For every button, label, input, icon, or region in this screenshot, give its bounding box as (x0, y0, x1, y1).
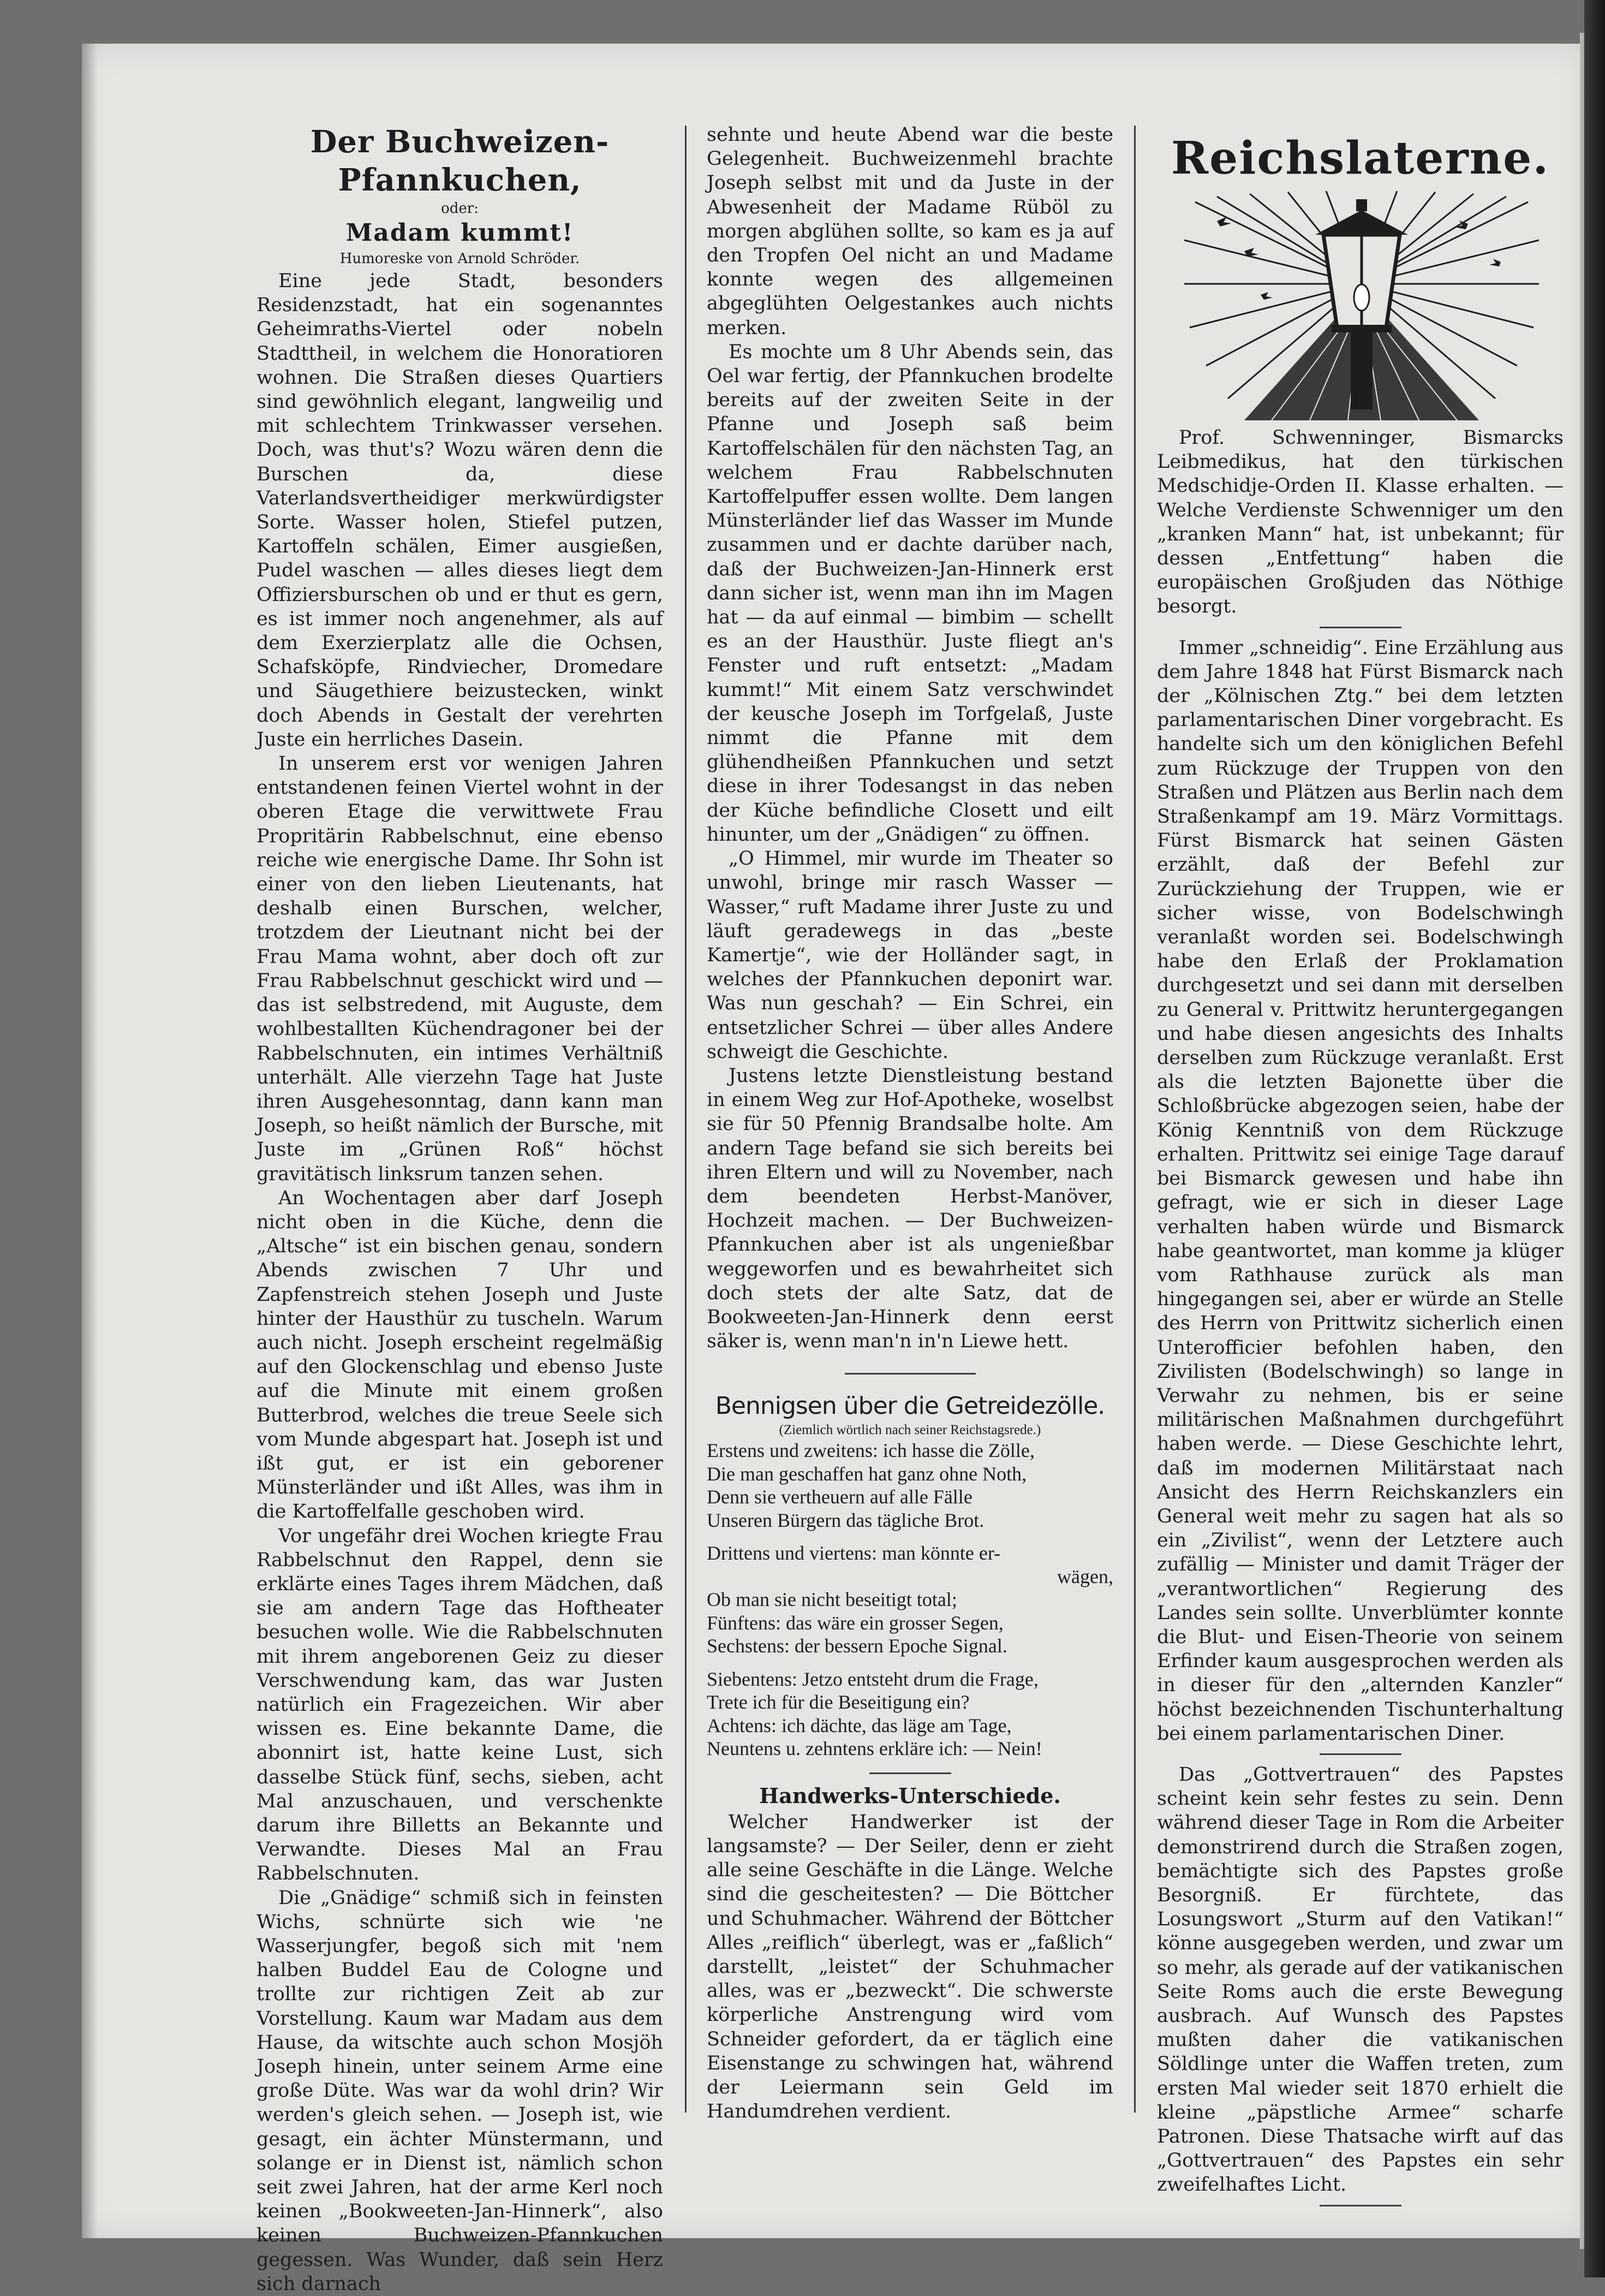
poem-line: Achtens: ich dächte, das läge am Tage, (707, 1714, 1012, 1736)
poem-line: wägen, (1057, 1565, 1113, 1587)
story-paragraph: Die „Gnädige“ schmiß sich in feinsten Wichs, schnürte sich wie 'ne Wasserjungfer, begoß sich mit 'nem halben Buddel Eau de Cologne und trollte zur richtigen Zeit ab zur Vorstellung. Kaum war Madam aus dem Hause, da witschte auch schon Mosjöh Joseph hinein, unter seinem Arme eine große Düte. Was war da wohl drin? Wir werden's gleich sehen. — Joseph ist, wie gesagt, ein ächter Münstermann, und solange er in Dienst ist, nämlich schon seit zwei Jahren, hat der arme Kerl noch keinen „Bookweeten-Jan-Hinnerk“, also keinen Buchweizen-Pfannkuchen gegessen. Was Wunder, daß sein Herz sich darnach (256, 1887, 663, 2295)
poem-line: Unseren Bürgern das tägliche Brot. (707, 1509, 985, 1531)
poem-subtitle: (Ziemlich wörtlich nach seiner Reichstagsrede.) (779, 1423, 1041, 1438)
item-divider (1320, 627, 1401, 628)
item-divider (1320, 2205, 1401, 2206)
poem-line: Fünftens: das wäre ein grosser Segen, (707, 1611, 1004, 1634)
story-paragraph: Es mochte um 8 Uhr Abends sein, das Oel war fertig, der Pfannkuchen brodelte bereits auf der zweiten Seite in der Pfanne und Joseph saß beim Kartoffelschälen für den nächsten Tag, an welchem Frau Rabbelschnuten Kartoffelpuffer essen wollte. Dem langen Münsterländer lief das Wasser im Munde zusammen und er dachte darüber nach, daß der Buchweizen-Jan-Hinnerk erst dann sicher ist, wenn man ihn im Magen hat — da auf einmal — bimbim — schellt es an der Hausthür. Juste fliegt an's Fenster und ruft entsetzt: „Madam kummt!“ Mit einem Satz verschwindet der keusche Joseph im Torfgelaß, Juste nimmt die Pfanne mit dem glühendheißen Pfannkuchen und setzt diese in ihrer Todesangst in das neben der Küche befindliche Closett und eilt hinunter, um der „Gnädigen“ zu öffnen. (707, 341, 1113, 846)
section-masthead-title: Reichslaterne. (1171, 132, 1550, 185)
poem-title: Bennigsen über die Getreidezölle. (715, 1392, 1105, 1420)
trades-text: Welcher Handwerker ist der langsamste? — Der Seiler, denn er zieht alle seine Geschäfte in die Länge. Welche sind die gescheitesten? — Die Böttcher und Schuhmacher. Während der Böttcher Alles „reiflich“ überlegt, was er „faßlich“ darstellt, „leistet“ der Schuhmacher alles, was er „bezweckt“. Die schwerste körperliche Anstrengung wird vom Schneider gefordert, da er täglich eine Eisenstange zu schwingen hat, während der Leiermann sein Geld im Handumdrehen verdient. (707, 1811, 1113, 2123)
story-title: Der Buchweizen-Pfannkuchen, (310, 124, 610, 198)
column-rule-2 (1134, 126, 1136, 2113)
column-1 (256, 123, 663, 2296)
poem-line: Denn sie vertheuern auf alle Fälle (707, 1486, 972, 1508)
section-divider (845, 1373, 976, 1375)
poem-line: Trete ich für die Beseitigung ein? (707, 1691, 970, 1714)
poem-line: Erstens und zweitens: ich hasse die Zölle, (707, 1440, 1035, 1462)
column-3 (1157, 426, 1564, 2214)
poem-line: Ob man sie nicht beseitigt total; (707, 1589, 957, 1611)
news-item: Das „Gottvertrauen“ des Papstes scheint kein sehr festes zu sein. Denn während dieser Tage in Rom die Arbeiter demonstrirend durch die Straßen zogen, bemächtigte sich des Papstes große Besorgniß. Er fürchtete, das Losungswort „Sturm auf den Vatikan!“ könne ausgegeben werden, und zwar um so mehr, als gerade auf der vatikanischen Seite Roms auch die erste Bewegung ausbrach. Auf Wunsch des Papstes mußten daher die vatikanischen Söldlinge unter die Waffen treten, zum ersten Mal wieder seit 1870 erhielt die kleine „päpstliche Armee“ scharfe Patronen. Diese Thatsache wirft auf das „Gottvertrauen“ des Papstes ein sehr zweifelhaftes Licht. (1157, 1763, 1564, 2196)
story-paragraph: In unserem erst vor wenigen Jahren entstandenen feinen Viertel wohnt in der oberen Etage die verwittwete Frau Propritärin Rabbelschnut, eine ebenso reiche wie energische Dame. Ihr Sohn ist einer von den lieben Lieutenants, hat deshalb einen Burschen, welcher, trotzdem der Lieutnant nicht bei der Frau Mama wohnt, aber doch oft zur Frau Rabbelschnut geschickt wird und — das ist selbstredend, mit Auguste, dem wohlbestallten Küchendragoner bei der Rabbelschnuten, ein intimes Verhältniß unterhält. Alle vierzehn Tage hat Juste ihren Ausgehesonntag, dann kann man Joseph, so heißt nämlich der Bursche, mit Juste im „Grünen Roß“ höchst gravitätisch linksrum tanzen sehen. (256, 753, 663, 1185)
story-paragraph: sehnte und heute Abend war die beste Gelegenheit. Buchweizenmehl brachte Joseph selbst mit und da Juste in der Abwesenheit der Madame Rüböl zu morgen abglühen sollte, so kam es ja auf den Tropfen Oel nicht an und Madame konnte wegen des allgemeinen abgeglühten Oelgestankes auch nichts merken. (707, 124, 1113, 339)
item-divider (1320, 1753, 1401, 1755)
scan-right-border (1584, 0, 1605, 2277)
story-paragraph: Justens letzte Dienstleistung bestand in einem Weg zur Hof-Apotheke, woselbst sie für 50 Pfennig Brandsalbe holte. Am andern Tage befand sie sich bereits bei ihren Eltern und will zu November, nach dem beendeten Herbst-Manöver, Hochzeit machen. — Der Buchweizen-Pfannkuchen aber ist als ungenießbar weggeworfen und es bewahrheitet sich doch stets der alte Satz, dat de Bookweeten-Jan-Hinnerk denn eerst säker is, wenn man'n in'n Liewe hett. (707, 1064, 1113, 1353)
poem-line: Sechstens: der bessern Epoche Signal. (707, 1635, 1007, 1657)
story-paragraph: Vor ungefähr drei Wochen kriegte Frau Rabbelschnut den Rappel, denn sie erklärte eines Tages ihrem Mädchen, daß sie am andern Tage das Hoftheater besuchen wolle. Wie die Rabbelschnuten mit ihrem angeborenen Geiz zu dieser Verschwendung kam, das war Justen natürlich ein Fragezeichen. Wir aber wissen es. Eine bekannte Dame, die abonnirt ist, hatte keine Lust, sich dasselbe Stück fünf, sechs, sieben, acht Mal anzuschauen, und verschenkte darum ihre Billetts an Bekannte und Verwandte. Dieses Mal an Frau Rabbelschnuten. (256, 1525, 663, 1885)
poem-line: Drittens und viertens: man könnte er- (707, 1542, 1001, 1565)
news-item: Immer „schneidig“. Eine Erzählung aus dem Jahre 1848 hat Fürst Bismarck nach der „Kölnischen Ztg.“ bei dem letzten parlamentarischen Diner vorgebracht. Es handelte sich um den königlichen Befehl zum Rückzuge der Truppen von den Straßen und Plätzen aus Berlin nach dem Straßenkampf am 19. März Vormittags. Fürst Bismarck hat seinen Gästen erzählt, daß der Befehl zur Zurückziehung der Truppen, wie er sicher wisse, von Bodelschwingh veranlaßt worden sei. Bodelschwingh habe den Erlaß der Proklamation durchgesetzt und sei dann mit derselben zu General v. Prittwitz heruntergegangen und habe diesen angesichts des Inhalts derselben zum Rückzuge veranlaßt. Erst als die letzten Bajonette über die Schloßbrücke abgezogen seien, habe der König Kenntniß von dem Rückzuge erhalten. Prittwitz sei einige Tage darauf bei Bismarck gewesen und habe ihn gefragt, wie er sich in dieser Lage verhalten haben würde und Bismarck habe geantwortet, man komme ja klüger vom Rathhause zurück als man hingegangen sei, aber er würde an Stelle des Herrn von Prittwitz sicherlich einen Unterofficier befohlen haben, den Zivilisten (Bodelschwingh) so lange in Verwahr zu nehmen, bis er seine militärischen Maßnahmen durchgeführt haben werde. — Diese Geschichte lehrt, daß im modernen Militärstaat nach Ansicht des Herrn Reichskanzlers ein General weit mehr zu sagen hat als so ein „Zivilist“, wenn der Letztere auch zufällig — Minister und damit Träger der „verantwortlichen“ Regierung des Landes sein sollte. Unverblümter konnte die Blut- und Eisen-Theorie von seinem Erfinder kaum ausgesprochen werden als in dieser für den „alternden Kanzler“ höchst bezeichnenden Tischunterhaltung bei einem parlamentarischen Diner. (1157, 637, 1564, 1745)
story-byline: Humoreske von Arnold Schröder. (339, 251, 580, 267)
trades-title: Handwerks-Unterschiede. (759, 1783, 1061, 1808)
story-paragraph: An Wochentagen aber darf Joseph nicht oben in die Küche, denn die „Altsche“ ist ein bischen genau, sondern Abends zwischen 7 Uhr und Zapfenstreich stehen Joseph und Juste hinter der Hausthür zu tuscheln. Warum auch nicht. Joseph erscheint regelmäßig auf den Glockenschlag und ebenso Juste auf die Minute mit einem großen Butterbrod, welches die treue Seele sich vom Munde abgespart hat. Joseph ist und ißt gut, er ist ein geborener Münsterländer und ißt Alles, was ihm in die Kartoffelfalle geschoben wird. (256, 1187, 663, 1523)
lantern-emblem (1184, 191, 1539, 420)
poem-line: Siebentens: Jetzo entsteht drum die Frage, (707, 1668, 1039, 1690)
column-rule-1 (685, 126, 687, 2113)
story-subtitle: Madam kummt! (345, 219, 574, 247)
poem-line: Neuntens u. zehntens erkläre ich: — Nein! (707, 1738, 1042, 1760)
column-2 (707, 123, 1113, 2124)
poem (707, 1439, 1113, 1760)
story-paragraph: Eine jede Stadt, besonders Residenzstadt, hat ein sogenanntes Geheimraths-Viertel oder nobeln Stadttheil, in welchem die Honoratioren wohnen. Die Straßen dieses Quartiers sind gewöhnlich elegant, langweilig und mit schlechtem Trinkwasser versehen. Doch, was thut's? Wozu wären denn die Burschen da, diese Vaterlandsvertheidiger merkwürdigster Sorte. Wasser holen, Stiefel putzen, Kartoffeln schälen, Eimer ausgießen, Pudel waschen — alles dieses liegt dem Offiziersburschen ob und er thut es gern, es ist immer noch angenehmer, als auf dem Exerzierplatz alle die Ochsen, Schafsköpfe, Rindviecher, Dromedare und Säugethiere beizustecken, winkt doch Abends in Gestalt der verehrten Juste ein herrliches Dasein. (256, 270, 663, 751)
story-paragraph: „O Himmel, mir wurde im Theater so unwohl, bringe mir rasch Wasser — Wasser,“ ruft Madame ihrer Juste zu und läuft geradewegs in das „beste Kamertje“, wie der Holländer sagt, in welches der Pfannkuchen deponirt war. Was nun geschah? — Ein Schrei, ein entsetzlicher Schrei — über alles Andere schweigt die Geschichte. (707, 848, 1113, 1063)
section-divider (869, 1772, 951, 1774)
page-gutter-shadow (82, 44, 97, 2238)
poem-line: Die man geschaffen hat ganz ohne Noth, (707, 1462, 1027, 1485)
news-item: Prof. Schwenninger, Bismarcks Leibmedikus, hat den türkischen Medschidje-Orden II. Klasse erhalten. — Welche Verdienste Schwenniger um den „kranken Mann“ hat, ist unbekannt; für dessen „Entfettung“ haben die europäischen Großjuden das Nöthige besorgt. (1157, 427, 1564, 618)
story-subtitle-or: oder: (441, 200, 479, 217)
